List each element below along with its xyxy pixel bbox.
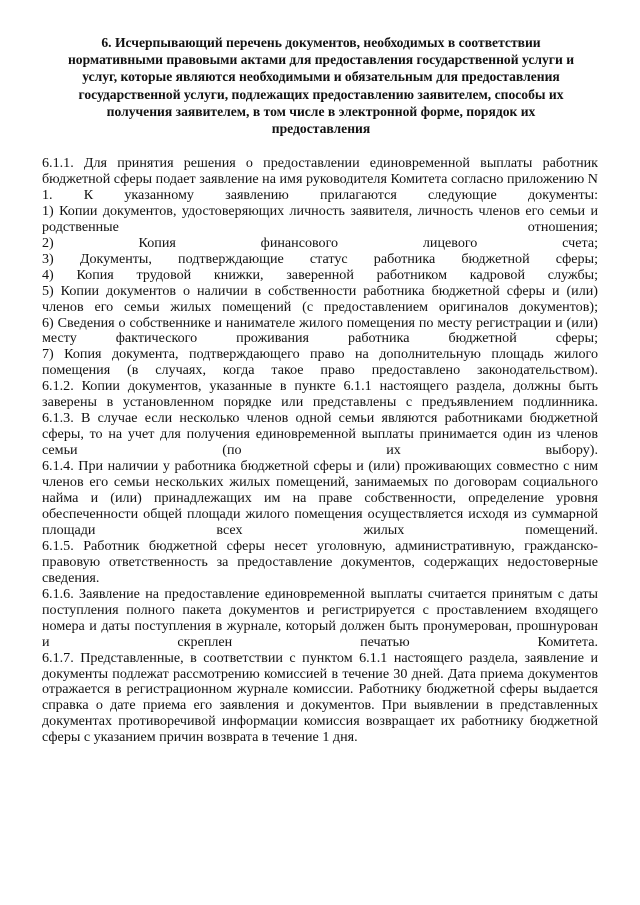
paragraph-6-1-6: 6.1.6. Заявление на предоставление единовременной выплаты считается принятым с даты поступления полного пакета документов и регистрируется с проставлением входящего номера и даты поступления в журнале, который должен быть пронумерован, прошнурован и скреплен печатью Комитета.	[42, 585, 598, 650]
document-body	[42, 156, 598, 746]
list-item-5: 5) Копии документов о наличии в собственности работника бюджетной сферы и (или) членов его семьи жилых помещений (с предоставлением оригиналов документов);	[42, 282, 598, 315]
paragraph-6-1-1: 6.1.1. Для принятия решения о предоставлении единовременной выплаты работник бюджетной сферы подает заявление на имя руководителя Комитета согласно приложению N 1. К указанному заявлению прилагаются следующие документы:	[42, 155, 598, 203]
list-item-6: 6) Сведения о собственнике и нанимателе жилого помещения по месту регистрации и (или) месту фактического проживания работника бюджетной сферы;	[42, 314, 598, 347]
paragraph-6-1-5: 6.1.5. Работник бюджетной сферы несет уголовную, административную, гражданско-правовую ответственность за предоставление документов, содержащих недостоверные сведения.	[42, 537, 598, 586]
paragraph-6-1-2: 6.1.2. Копии документов, указанные в пункте 6.1.1 настоящего раздела, должны быть заверены в установленном порядке или представлены с предъявлением подлинника.	[42, 378, 598, 411]
list-item-7: 7) Копия документа, подтверждающего право на дополнительную площадь жилого помещения (в случаях, когда такое право предоставлено законодательством).	[42, 346, 598, 379]
list-item-3: 3) Документы, подтверждающие статус работника бюджетной сферы;	[42, 250, 598, 267]
list-item-2: 2) Копия финансового лицевого счета;	[42, 234, 598, 251]
section-title: 6. Исчерпывающий перечень документов, необходимых в соответствии нормативными правовыми актами для предоставления государственной услуги и услуг, которые являются необходимыми и обязательным для предоставления государственной услуги, подлежащих предоставлению заявителем, способы их получения заявителем, в том числе в электронной форме, порядок их предоставления	[67, 35, 575, 137]
paragraph-6-1-3: 6.1.3. В случае если несколько членов одной семьи являются работниками бюджетной сферы, то на учет для получения единовременной выплаты принимается один из членов семьи (по их выбору).	[42, 410, 598, 459]
list-item-4: 4) Копия трудовой книжки, заверенной работником кадровой службы;	[42, 266, 598, 283]
paragraph-6-1-7: 6.1.7. Представленные, в соответствии с пунктом 6.1.1 настоящего раздела, заявление и документы подлежат рассмотрению комиссией в течение 30 дней. Дата приема документов отражается в регистрационном журнале комиссии. Работнику бюджетной сферы выдается справка о дате приема его заявления и документов. При выявлении в представленных документах противоречивой информации комиссия возвращает их работнику бюджетной сферы с указанием причин возврата в течение 1 дня.	[42, 649, 598, 746]
paragraph-6-1-4: 6.1.4. При наличии у работника бюджетной сферы и (или) проживающих совместно с ним членов его семьи нескольких жилых помещений, занимаемых по договорам социального найма и (или) принадлежащих им на праве собственности, определение уровня обеспеченности общей площади жилого помещения осуществляется исходя из суммарной площади всех жилых помещений.	[42, 458, 598, 538]
list-item-1: 1) Копии документов, удостоверяющих личность заявителя, личность членов его семьи и родственные отношения;	[42, 202, 598, 235]
